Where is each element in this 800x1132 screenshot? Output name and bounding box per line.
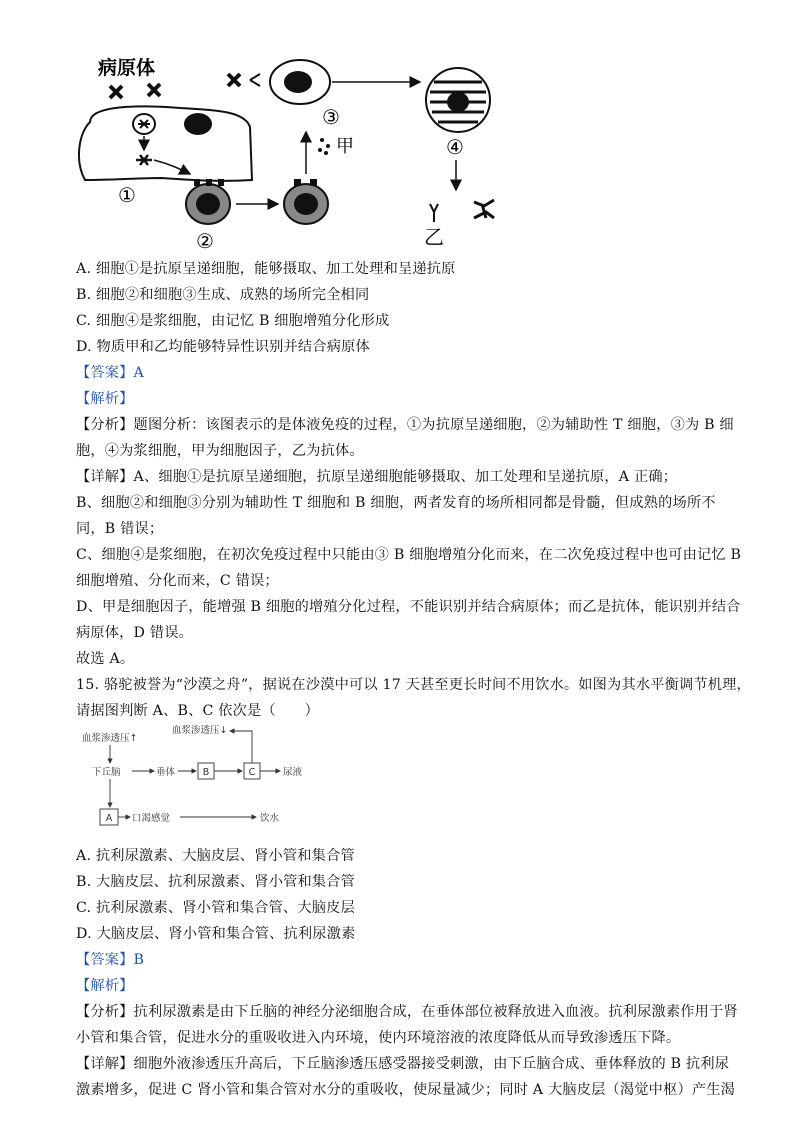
answer: 【答案】B [76,952,145,968]
label-1: ① [118,183,136,207]
option-b: B. 大脑皮层、抗利尿激素、肾小管和集合管 [76,874,356,890]
detail-line: 激素增多，促进 C 肾小管和集合管对水分的重吸收，使尿量减少；同时 A 大脑皮层（渴觉中枢）产生渴 [76,1082,736,1098]
analysis-line: 小管和集合管，促进水分的重吸收进入内环境，使内环境溶液的浓度降低从而导致渗透压下降。 [76,1030,681,1046]
antigen-presenting-cell [79,106,252,180]
option-d: D. 大脑皮层、肾小管和集合管、抗利尿激素 [76,926,356,942]
detail-line: 同，B 错误； [76,521,164,537]
detail-line: B、细胞②和细胞③分别为辅助性 T 细胞和 B 细胞，两者发育的场所相同都是骨髓，但成熟的场所不 [76,495,716,511]
answer: 【答案】A [76,365,144,381]
label-3: ③ [322,105,340,129]
box-a-label: A [105,813,113,824]
label-4: ④ [446,135,464,159]
apc-nucleus [184,113,212,135]
analysis-line: 【分析】题图分析：该图表示的是体液免疫的过程，①为抗原呈递细胞，②为辅助性 T 细胞，③为 B 细 [76,417,734,433]
option-c: C. 抗利尿激素、肾小管和集合管、大脑皮层 [76,900,355,916]
option-c: C. 细胞④是浆细胞，由记忆 B 细胞增殖分化形成 [76,313,390,329]
detail-line: 病原体，D 错误。 [76,625,193,641]
option-a: A. 细胞①是抗原呈递细胞，能够摄取、加工处理和呈递抗原 [76,261,456,277]
immunity-diagram [70,52,510,252]
antibody-antigen-complex [474,200,494,218]
detail-line: 【详解】A、细胞①是抗原呈递细胞，抗原呈递细胞能够摄取、加工处理和呈递抗原，A 正确； [76,469,678,485]
plasma-osmotic-up: 血浆渗透压↑ [82,733,138,744]
conclusion: 故选 A。 [76,651,135,667]
option-d: D. 物质甲和乙均能够特异性识别并结合病原体 [76,339,370,355]
analysis-heading: 【解析】 [76,391,134,407]
analysis-heading: 【解析】 [76,978,134,994]
drink-label: 饮水 [260,813,280,824]
water-balance-diagram [80,725,440,835]
detail-line: C、细胞④是浆细胞，在初次免疫过程中只能由③ B 细胞增殖分化而来，在二次免疫过程中也可由记忆 B [76,547,742,563]
plasma-osmotic-down: 血浆渗透压↓ [172,725,228,736]
detail-line: 【详解】细胞外液渗透压升高后，下丘脑渗透压感受器接受刺激，由下丘脑合成、垂体释放的 B 抗利尿 [76,1056,730,1072]
question-stem: 15. 骆驼被誉为“沙漠之舟”，据说在沙漠中可以 17 天甚至更长时间不用饮水。如图为其水平衡调节机理， [76,677,751,693]
urine-label: 尿液 [283,767,303,778]
thirst-label: 口渴感觉 [132,813,171,824]
label-jia: 甲 [336,136,354,157]
analysis-line: 胞，④为浆细胞，甲为细胞因子，乙为抗体。 [76,443,364,459]
question-stem: 请据图判断 A、B、C 依次是（ ） [76,703,319,719]
pituitary-label: 垂体 [156,767,176,778]
antibody-icon [430,204,438,222]
pathogen-icon [110,84,160,98]
cytokine-dots [318,138,330,155]
hypothalamus-label: 下丘脑 [92,767,121,778]
box-b-label: B [202,767,210,778]
label-2: ② [196,229,214,252]
antigen-icon [228,74,240,86]
detail-line: 细胞增殖、分化而来，C 错误； [76,573,279,589]
detail-line: D、甲是细胞因子，能增强 B 细胞的增殖分化过程，不能识别并结合病原体；而乙是抗体，能识别并结合 [76,599,741,615]
option-a: A. 抗利尿激素、大脑皮层、肾小管和集合管 [76,848,355,864]
analysis-line: 【分析】抗利尿激素是由下丘脑的神经分泌细胞合成，在垂体部位被释放进入血液。抗利尿激素作用于肾 [76,1004,738,1020]
option-b: B. 细胞②和细胞③生成、成熟的场所完全相同 [76,287,370,303]
box-c-label: C [248,767,256,778]
label-yi: 乙 [424,225,444,249]
pathogen-label: 病原体 [98,57,156,79]
